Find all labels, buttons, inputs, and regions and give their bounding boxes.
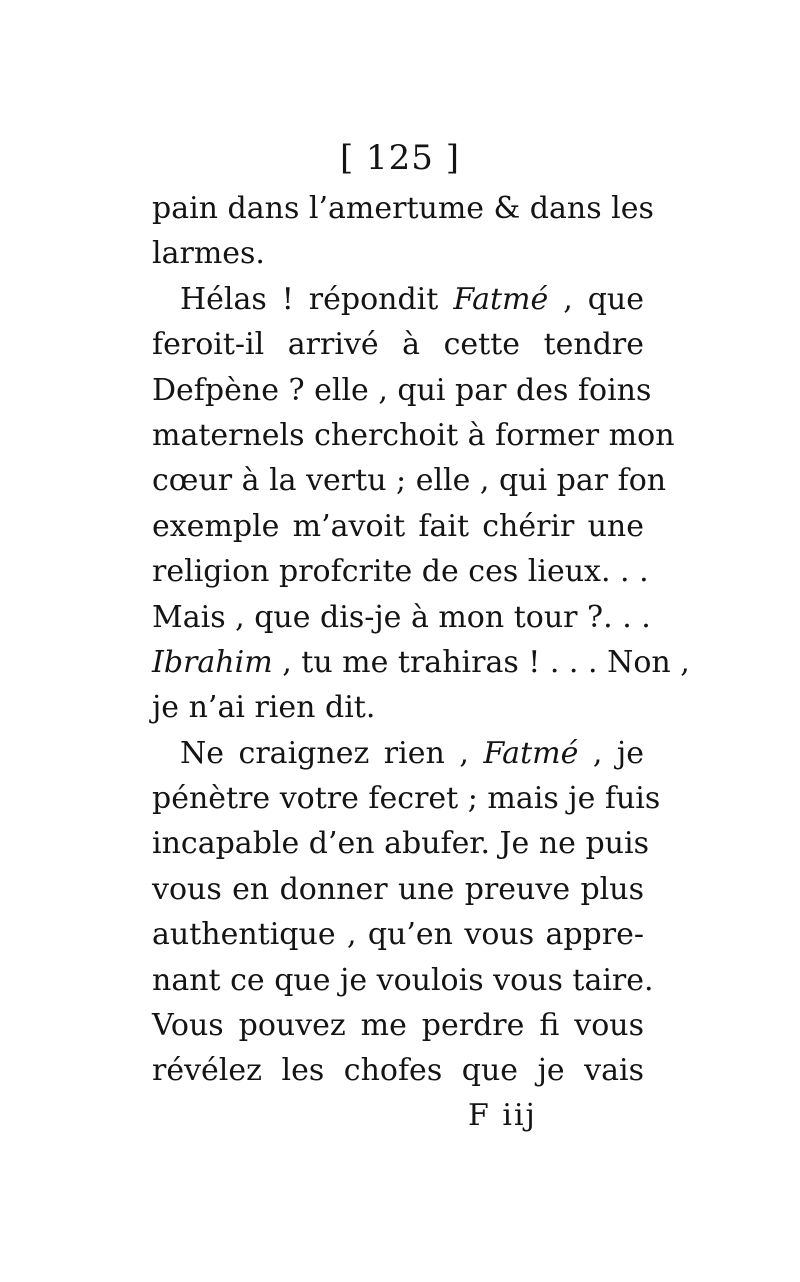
text-line: vous en donner une preuve plus xyxy=(152,871,644,907)
text-line: Hélas ! répondit Fatmé , que xyxy=(180,281,644,317)
text-line: révélez les chofes que je vais xyxy=(152,1053,644,1089)
text-line: exemple m’avoit fait chérir une xyxy=(152,508,644,544)
text-line: incapable d’en abufer. Je ne puis xyxy=(152,826,649,862)
text-line: Mais , que dis-je à mon tour ?. . . xyxy=(152,599,651,635)
text-line: nant ce que je voulois vous taire. xyxy=(152,962,654,998)
text-line: feroit-il arrivé à cette tendre xyxy=(152,327,644,363)
text-line: je n’ai rien dit. xyxy=(152,690,376,726)
body-text xyxy=(152,186,690,1094)
page-number: [ 125 ] xyxy=(339,138,461,178)
text-line: religion profcrite de ces lieux. . . xyxy=(152,554,649,590)
text-line: Ibrahim , tu me trahiras ! . . . Non , xyxy=(152,644,690,680)
text-line: Ne craignez rien , Fatmé , je xyxy=(180,735,644,771)
text-line: pénètre votre fecret ; mais je fuis xyxy=(152,781,661,817)
text-line: Vous pouvez me perdre fi vous xyxy=(152,1008,644,1044)
italic-name: Ibrahim xyxy=(152,644,273,680)
italic-name: Fatmé xyxy=(453,281,549,317)
text-line: Defpène ? elle , qui par des foins xyxy=(152,372,652,408)
text-line: authentique , qu’en vous appre- xyxy=(152,917,644,953)
text-line: larmes. xyxy=(152,236,265,272)
text-line: maternels cherchoit à former mon xyxy=(152,417,675,453)
signature-mark: F iij xyxy=(468,1098,537,1133)
text-line: cœur à la vertu ; elle , qui par fon xyxy=(152,463,667,499)
italic-name: Fatmé xyxy=(483,735,579,771)
text-line: pain dans l’amertume & dans les xyxy=(152,191,654,226)
